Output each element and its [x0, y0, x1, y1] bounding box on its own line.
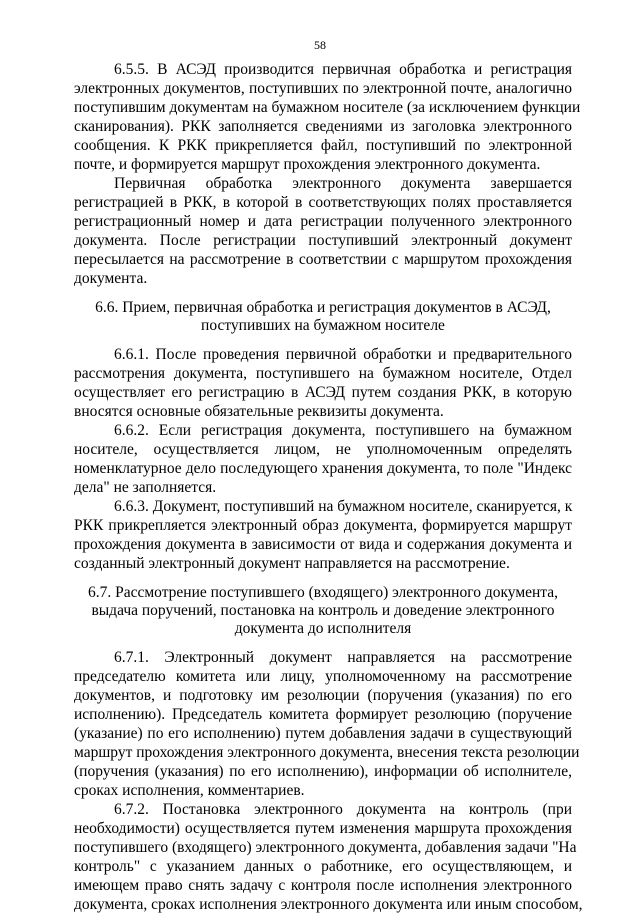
text-line: 6.6.1. После проведения первичной обработки и предварительного — [114, 346, 572, 363]
text-line: (поручения (указания) по его исполнению), информации об исполнителе, — [74, 763, 572, 780]
text-line: поступившим документам на бумажном носителе (за исключением функции — [74, 99, 581, 116]
text-line: документа, сроках исполнения электронного документа или иным способом, — [74, 896, 583, 913]
text-line: осуществляет его регистрацию в АСЭД путем создания РКК, в которую — [74, 384, 572, 401]
text-line: документа. — [74, 270, 148, 287]
text-line: необходимости) осуществляется путем изменения маршрута прохождения — [74, 820, 572, 837]
text-line: документов, и подготовку им резолюции (поручения (указания) по его — [74, 687, 572, 704]
text-line: рассмотрения документа, поступившего на бумажном носителе, Отдел — [74, 365, 572, 382]
text-line: пересылается на рассмотрение в соответствии с маршрутом прохождения — [74, 251, 572, 268]
text-line: регистрационный номер и дата регистрации полученного электронного — [74, 213, 572, 230]
text-line: созданный электронный документ направляется на рассмотрение. — [74, 555, 510, 572]
text-line: сообщения. К РКК прикрепляется файл, поступивший по электронной — [74, 137, 572, 154]
text-line: сроках исполнения, комментариев. — [74, 782, 305, 799]
section-heading: 6.7. Рассмотрение поступившего (входящего) электронного документа, — [87, 584, 559, 601]
text-line: регистрацией в РКК, в которой в соответствующих полях проставляется — [74, 194, 572, 211]
text-line: документа. После регистрации поступивший электронный документ — [74, 232, 572, 249]
text-line: 6.5.5. В АСЭД производится первичная обработка и регистрация — [114, 61, 572, 78]
section-heading: выдача поручений, постановка на контроль и доведение электронного — [91, 602, 555, 619]
text-line: дела" не заполняется. — [74, 479, 217, 496]
page-number: 58 — [314, 38, 326, 52]
text-line: 6.6.2. Если регистрация документа, поступившего на бумажном — [114, 422, 572, 439]
text-line: прохождения документа в зависимости от вида и содержания документа и — [74, 536, 572, 553]
text-line: номенклатурное дело последующего хранения документа, то поле "Индекс — [74, 460, 572, 477]
text-line: почте, и формируется маршрут прохождения электронного документа. — [74, 156, 541, 173]
text-line: маршрут прохождения электронного документа, внесения текста резолюции — [74, 744, 580, 761]
text-line: сканирования). РКК заполняется сведениями из заголовка электронного — [74, 118, 572, 135]
section-heading: поступивших на бумажном носителе — [201, 317, 445, 334]
text-line: (указание) по его исполнению) путем добавления задачи в существующий — [74, 725, 572, 742]
text-line: поступившего (входящего) электронного документа, добавления задачи "На — [74, 839, 577, 856]
text-line: электронных документов, поступивших по электронной почте, аналогично — [74, 80, 572, 97]
text-line: 6.7.1. Электронный документ направляется на рассмотрение — [114, 649, 572, 666]
text-line: вносятся основные обязательные реквизиты документа. — [74, 403, 444, 420]
text-line: председателю комитета или лицу, уполномоченному на рассмотрение — [74, 668, 572, 685]
text-line: 6.6.3. Документ, поступивший на бумажном носителе, сканируется, к — [114, 498, 573, 515]
section-heading: документа до исполнителя — [234, 620, 412, 637]
text-line: РКК прикрепляется электронный образ документа, формируется маршрут — [74, 517, 572, 534]
section-heading: 6.6. Прием, первичная обработка и регистрация документов в АСЭД, — [95, 299, 551, 316]
text-line: носителе, осуществляется лицом, не уполномоченным определять — [74, 441, 572, 458]
text-line: контроль" с указанием данных о работнике, его осуществляющем, и — [74, 858, 572, 875]
text-line: имеющем право снять задачу с контроля после исполнения электронного — [74, 877, 572, 894]
text-line: 6.7.2. Постановка электронного документа на контроль (при — [114, 801, 572, 818]
text-line: исполнению). Председатель комитета формирует резолюцию (поручение — [74, 706, 572, 723]
text-line: Первичная обработка электронного документа завершается — [114, 175, 572, 192]
